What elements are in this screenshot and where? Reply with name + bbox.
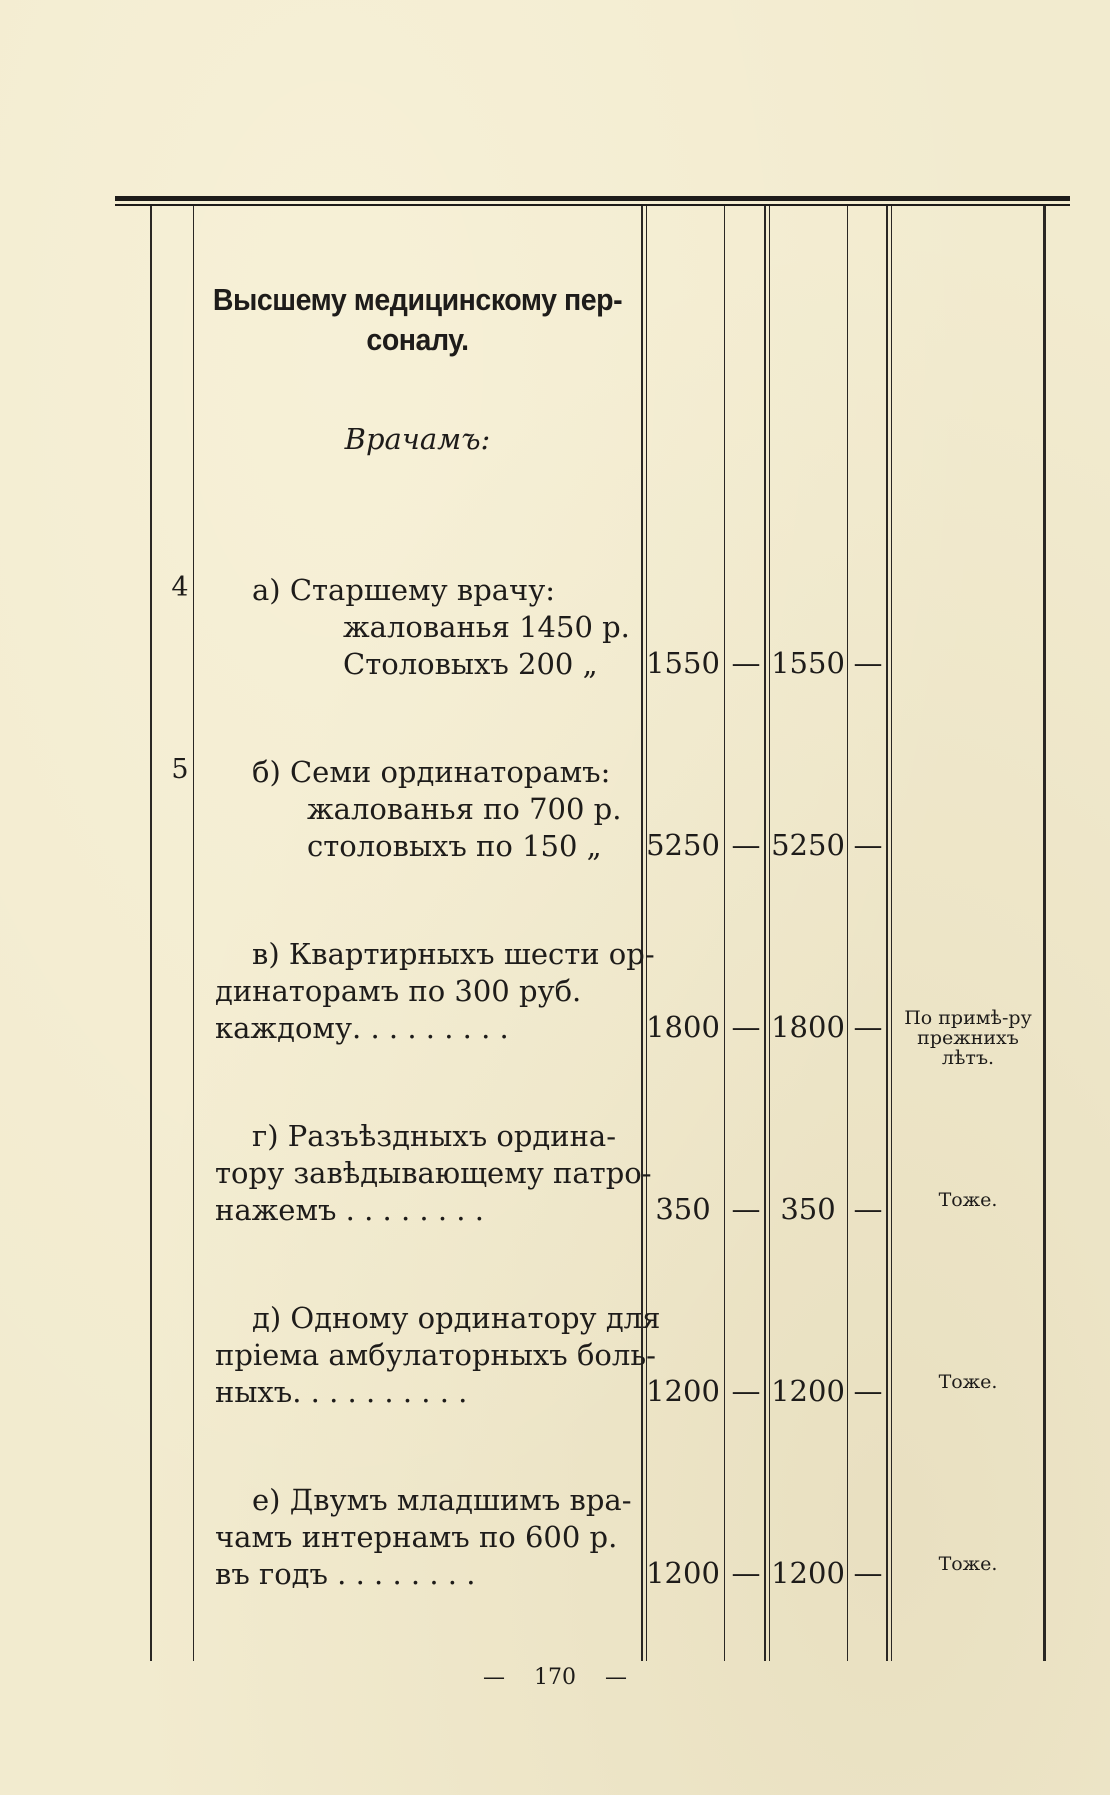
entry-seven-residents	[215, 754, 625, 865]
entry-line: каждому. . . . . . . . .	[215, 1011, 509, 1045]
kopecks-assigned: —	[853, 646, 883, 680]
entry-line: динаторамъ по 300 руб.	[215, 974, 582, 1008]
footer-dash-left: —	[483, 1665, 505, 1690]
top-rule	[115, 196, 1070, 206]
amount-assigned: 1550	[771, 646, 845, 680]
kopecks-assigned: —	[853, 1374, 883, 1408]
entry-line: въ годъ . . . . . . . .	[215, 1557, 476, 1591]
amount-estimate: 1200	[646, 1556, 720, 1590]
entry-line: нажемъ . . . . . . . .	[215, 1193, 484, 1227]
amount-estimate: 5250	[646, 828, 720, 862]
section-heading-line2: соналу.	[366, 322, 469, 357]
column-rule-left-border	[150, 206, 152, 1661]
remark-note: По примѣ-ру прежнихъ лѣтъ.	[904, 1007, 1032, 1069]
entry-travel-allowance	[215, 1118, 652, 1229]
entry-line: тору завѣдывающему патро-	[215, 1156, 652, 1190]
entry-line: д) Одному ординатору для	[252, 1301, 661, 1335]
kopecks-estimate: —	[731, 1556, 761, 1590]
amount-assigned: 1200	[771, 1374, 845, 1408]
entry-line: ныхъ. . . . . . . . . .	[215, 1375, 468, 1409]
entry-outpatient-resident	[215, 1300, 661, 1411]
article-number: 4	[171, 572, 189, 603]
section-heading-line1: Высшему медицинскому пер-	[212, 282, 623, 317]
column-rule-kop1-end-double	[769, 206, 770, 1661]
entry-line: жалованья 1450 р.	[343, 610, 630, 644]
kopecks-assigned: —	[853, 828, 883, 862]
kopecks-estimate: —	[731, 1374, 761, 1408]
remark-note: Тоже.	[938, 1553, 998, 1575]
column-rule-right-border	[1043, 206, 1046, 1661]
entry-line: Столовыхъ 200 „	[343, 647, 598, 681]
page-number: 170	[534, 1665, 576, 1690]
kopecks-assigned: —	[853, 1556, 883, 1590]
column-rule-amount1-end	[724, 206, 725, 1661]
kopecks-assigned: —	[853, 1192, 883, 1226]
column-rule-kop2-end-double	[891, 206, 892, 1661]
amount-assigned: 350	[780, 1192, 836, 1226]
amount-estimate: 350	[655, 1192, 711, 1226]
kopecks-estimate: —	[731, 646, 761, 680]
article-number: 5	[171, 754, 189, 785]
entry-junior-interns	[215, 1482, 632, 1593]
amount-assigned: 5250	[771, 828, 845, 862]
kopecks-estimate: —	[731, 1010, 761, 1044]
column-rule-amount2-end	[847, 206, 848, 1661]
entry-line: б) Семи ординаторамъ:	[252, 755, 611, 789]
kopecks-estimate: —	[731, 1192, 761, 1226]
column-rule-description-end	[641, 206, 643, 1661]
entry-line: а) Старшему врачу:	[252, 573, 556, 607]
footer-dash-right: —	[605, 1665, 627, 1690]
amount-assigned: 1800	[771, 1010, 845, 1044]
page-footer	[0, 1665, 1110, 1690]
amount-estimate: 1200	[646, 1374, 720, 1408]
column-rule-article-number	[193, 206, 194, 1661]
kopecks-assigned: —	[853, 1010, 883, 1044]
section-heading	[213, 280, 622, 360]
amount-estimate: 1800	[646, 1010, 720, 1044]
column-rule-description-end-double	[646, 206, 647, 1661]
entry-line: столовыхъ по 150 „	[307, 829, 602, 863]
kopecks-estimate: —	[731, 828, 761, 862]
amount-estimate: 1550	[646, 646, 720, 680]
column-rule-kop1-end	[764, 206, 766, 1661]
entry-line: чамъ интернамъ по 600 р.	[215, 1520, 618, 1554]
entry-line: е) Двумъ младшимъ вра-	[252, 1483, 632, 1517]
remark-note: Тоже.	[938, 1189, 998, 1211]
entry-line: г) Разъѣздныхъ ордина-	[252, 1119, 617, 1153]
column-rule-kop2-end	[886, 206, 888, 1661]
entry-apartment-allowance	[215, 936, 655, 1047]
entry-line: в) Квартирныхъ шести ор-	[252, 937, 655, 971]
entry-line: жалованья по 700 р.	[307, 792, 622, 826]
amount-assigned: 1200	[771, 1556, 845, 1590]
entry-senior-doctor	[215, 572, 630, 683]
section-subheading: Врачамъ:	[344, 422, 491, 456]
remark-note: Тоже.	[938, 1371, 998, 1393]
entry-line: пріема амбулаторныхъ боль-	[215, 1338, 656, 1372]
